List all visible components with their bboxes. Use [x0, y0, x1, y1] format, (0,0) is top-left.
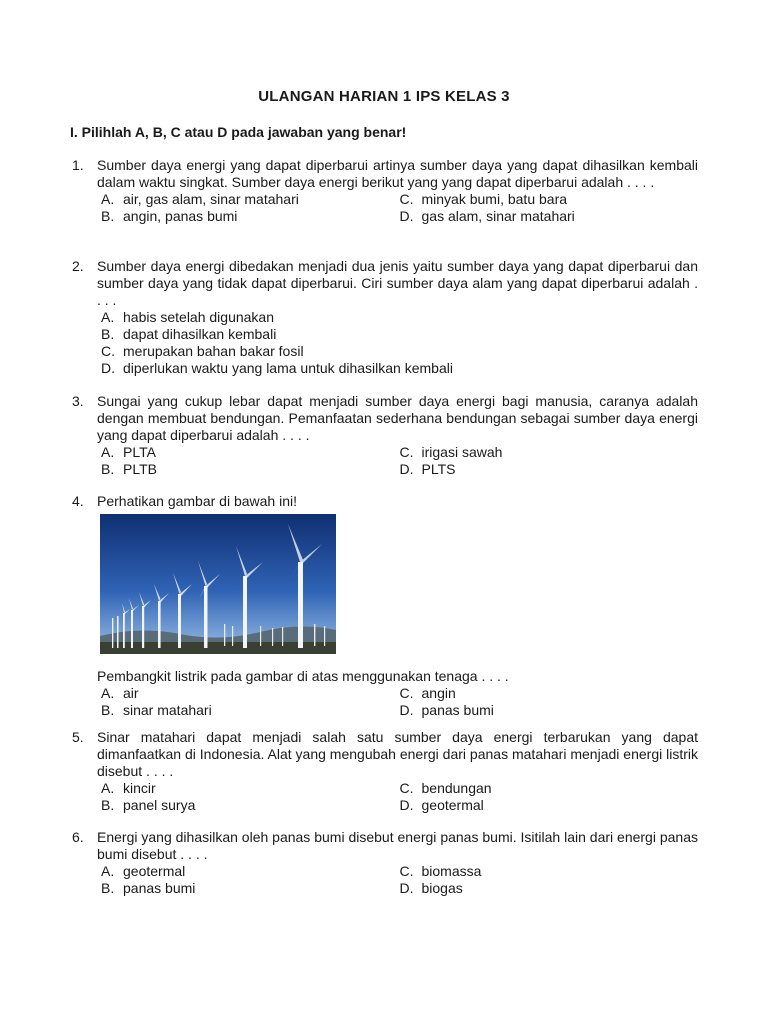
option-a: [101, 444, 400, 461]
option-text: biomassa: [421, 863, 482, 879]
question-number: 3.: [72, 393, 84, 409]
option-text: angin, panas bumi: [123, 208, 238, 224]
option-letter: C.: [101, 343, 115, 359]
option-letter: C.: [399, 863, 414, 879]
option-text: dapat dihasilkan kembali: [123, 326, 277, 342]
option-letter: C.: [399, 685, 414, 701]
section-instruction: I. Pilihlah A, B, C atau D pada jawaban yang benar!: [70, 124, 407, 140]
option-c: [400, 685, 699, 702]
option-letter: C.: [399, 780, 414, 796]
option-letter: D.: [101, 360, 115, 376]
option-c: [400, 191, 699, 208]
option-letter: C.: [399, 191, 414, 207]
question-1: [72, 157, 698, 225]
option-c: [400, 863, 699, 880]
option-c: [400, 780, 699, 797]
question-3: [72, 393, 698, 478]
question-number: 6.: [72, 829, 84, 845]
question-text: Energi yang dihasilkan oleh panas bumi disebut energi panas bumi. Isitilah lain dari energi panas bumi disebut . . . .: [97, 829, 698, 862]
option-letter: D.: [399, 461, 414, 477]
option-a: [101, 685, 400, 702]
question-caption: Pembangkit listrik pada gambar di atas menggunakan tenaga . . . .: [97, 668, 509, 684]
page-title: ULANGAN HARIAN 1 IPS KELAS 3: [258, 88, 510, 105]
option-b: [101, 797, 400, 814]
option-b: [101, 208, 400, 225]
option-text: angin: [421, 685, 456, 701]
option-a: [101, 309, 439, 326]
option-a: [101, 780, 400, 797]
option-d: [400, 797, 699, 814]
option-text: air: [123, 685, 139, 701]
option-text: sinar matahari: [123, 702, 212, 718]
option-letter: D.: [399, 797, 414, 813]
option-letter: A.: [101, 191, 115, 207]
option-letter: D.: [399, 880, 414, 896]
options: [101, 780, 698, 814]
option-text: geotermal: [421, 797, 484, 813]
question-text: Sinar matahari dapat menjadi salah satu sumber daya energi terbarukan yang dapat dimanfaatkan di Indonesia. Alat yang mengubah energi dari panas matahari menjadi energi listrik disebut . . . .: [97, 729, 698, 779]
option-text: habis setelah digunakan: [123, 309, 275, 325]
option-letter: A.: [101, 780, 115, 796]
question-text: Sungai yang cukup lebar dapat menjadi sumber daya energi bagi manusia, caranya adalah dengan membuat bendungan. Pemanfaatan sederhana bendungan sebagai sumber daya energi yang dapat diperbarui adalah . . . .: [97, 393, 698, 443]
option-text: panas bumi: [123, 880, 196, 896]
question-text: Sumber daya energi dibedakan menjadi dua jenis yaitu sumber daya yang dapat diperbarui dan sumber daya yang tidak dapat diperbarui. Ciri sumber daya alam yang dapat diperbarui adalah . . . .: [97, 258, 698, 308]
option-d: [400, 208, 699, 225]
option-text: bendungan: [421, 780, 492, 796]
option-text: panel surya: [123, 797, 196, 813]
option-b: [101, 326, 439, 343]
option-d: [400, 461, 699, 478]
option-c: [101, 343, 439, 360]
options: [101, 863, 698, 897]
option-letter: B.: [101, 461, 115, 477]
option-letter: D.: [399, 702, 414, 718]
option-letter: C.: [399, 444, 414, 460]
option-letter: A.: [101, 444, 115, 460]
option-d: [400, 702, 699, 719]
option-text: kincir: [123, 780, 156, 796]
question-text: Perhatikan gambar di bawah ini!: [97, 493, 298, 509]
option-d: [400, 880, 699, 897]
question-number: 1.: [72, 157, 84, 173]
question-text: Sumber daya energi yang dapat diperbarui artinya sumber daya yang dapat dihasilkan kembali dalam waktu singkat. Sumber daya energi berikut yang yang dapat diperbarui adalah . . . .: [97, 157, 698, 190]
options: [101, 685, 698, 719]
option-text: PLTA: [123, 444, 156, 460]
option-text: biogas: [421, 880, 463, 896]
option-text: PLTS: [421, 461, 456, 477]
option-text: diperlukan waktu yang lama untuk dihasilkan kembali: [123, 360, 453, 376]
option-c: [400, 444, 699, 461]
option-letter: B.: [101, 880, 115, 896]
option-letter: B.: [101, 702, 115, 718]
option-letter: D.: [399, 208, 414, 224]
option-letter: A.: [101, 863, 115, 879]
question-2: [72, 258, 698, 377]
option-text: irigasi sawah: [421, 444, 503, 460]
option-letter: B.: [101, 797, 115, 813]
option-a: [101, 191, 400, 208]
options: [101, 444, 698, 478]
question-4: [72, 493, 698, 719]
option-letter: A.: [101, 685, 115, 701]
option-text: geotermal: [123, 863, 186, 879]
option-letter: A.: [101, 309, 115, 325]
option-letter: B.: [101, 208, 115, 224]
option-b: [101, 702, 400, 719]
option-text: PLTB: [123, 461, 157, 477]
question-number: 2.: [72, 258, 84, 274]
option-text: gas alam, sinar matahari: [421, 208, 575, 224]
option-text: merupakan bahan bakar fosil: [123, 343, 304, 359]
question-5: [72, 729, 698, 814]
option-text: minyak bumi, batu bara: [421, 191, 568, 207]
option-text: air, gas alam, sinar matahari: [123, 191, 299, 207]
options: [101, 309, 698, 377]
wind-turbines-photo: [100, 514, 336, 654]
option-d: [101, 360, 453, 377]
question-number: 5.: [72, 729, 84, 745]
option-letter: B.: [101, 326, 115, 342]
option-a: [101, 863, 400, 880]
option-b: [101, 461, 400, 478]
question-number: 4.: [72, 493, 84, 509]
option-text: panas bumi: [421, 702, 494, 718]
options: [101, 191, 698, 225]
option-b: [101, 880, 400, 897]
question-6: [72, 829, 698, 897]
